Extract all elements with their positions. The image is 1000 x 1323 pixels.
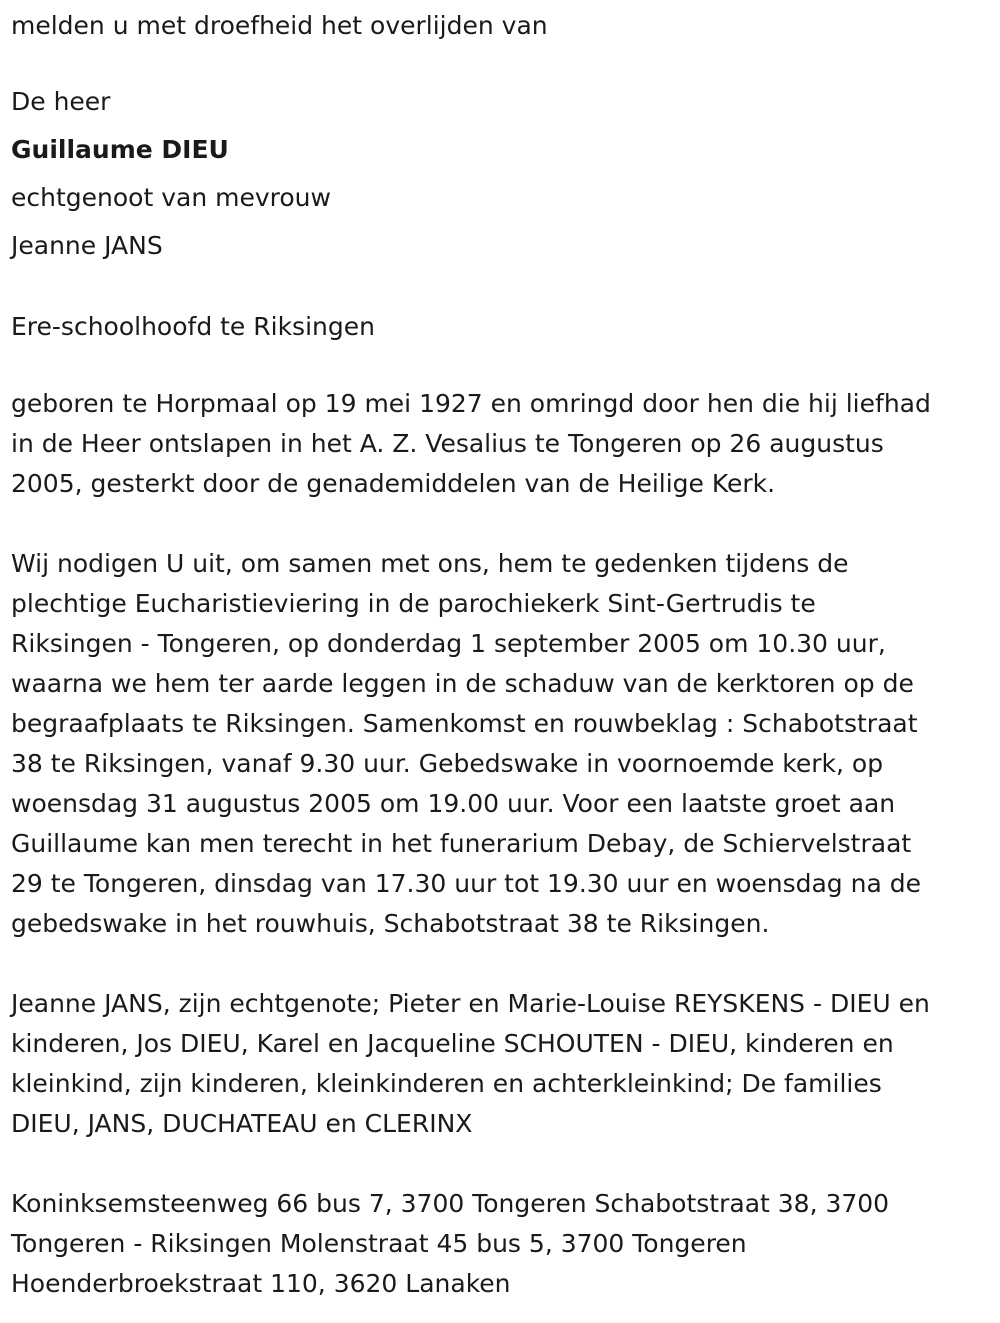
invitation-paragraph — [11, 544, 995, 944]
spacer — [11, 1144, 995, 1184]
intro-text: melden u met droefheid het overlijden van — [11, 11, 548, 40]
deceased-name: Guillaume DIEU — [11, 135, 229, 164]
paragraph-line: 29 te Tongeren, dinsdag van 17.30 uur tot 19.30 uur en woensdag na de — [11, 869, 921, 898]
paragraph-line: Riksingen - Tongeren, op donderdag 1 september 2005 om 10.30 uur, — [11, 629, 886, 658]
paragraph-line: 38 te Riksingen, vanaf 9.30 uur. Gebedswake in voornoemde kerk, op — [11, 749, 884, 778]
spouse-name: Jeanne JANS — [11, 231, 163, 260]
honorary-title: Ere-schoolhoofd te Riksingen — [11, 312, 375, 341]
paragraph-line: Tongeren - Riksingen Molenstraat 45 bus 5, 3700 Tongeren — [11, 1229, 747, 1258]
spacer — [11, 270, 995, 303]
obituary-notice — [11, 0, 995, 1304]
addresses-paragraph — [11, 1184, 995, 1304]
paragraph-line: Wij nodigen U uit, om samen met ons, hem te gedenken tijdens de — [11, 549, 849, 578]
spacer — [11, 944, 995, 984]
spouse-label: echtgenoot van mevrouw — [11, 183, 331, 212]
birth-death-paragraph — [11, 384, 995, 504]
paragraph-line: 2005, gesterkt door de genademiddelen van de Heilige Kerk. — [11, 469, 776, 498]
salutation: De heer — [11, 87, 111, 116]
paragraph-line: DIEU, JANS, DUCHATEAU en CLERINX — [11, 1109, 473, 1138]
paragraph-line: plechtige Eucharistieviering in de parochiekerk Sint-Gertrudis te — [11, 589, 816, 618]
paragraph-line: Hoenderbroekstraat 110, 3620 Lanaken — [11, 1269, 511, 1298]
spacer — [11, 46, 995, 79]
family-paragraph — [11, 984, 995, 1144]
paragraph-line: Guillaume kan men terecht in het funerarium Debay, de Schiervelstraat — [11, 829, 912, 858]
paragraph-line: kinderen, Jos DIEU, Karel en Jacqueline SCHOUTEN - DIEU, kinderen en — [11, 1029, 894, 1058]
paragraph-line: begraafplaats te Riksingen. Samenkomst en rouwbeklag : Schabotstraat — [11, 709, 918, 738]
paragraph-line: kleinkind, zijn kinderen, kleinkinderen en achterkleinkind; De families — [11, 1069, 882, 1098]
paragraph-line: geboren te Horpmaal op 19 mei 1927 en omringd door hen die hij liefhad — [11, 389, 931, 418]
paragraph-line: in de Heer ontslapen in het A. Z. Vesalius te Tongeren op 26 augustus — [11, 429, 884, 458]
paragraph-line: Koninksemsteenweg 66 bus 7, 3700 Tongeren Schabotstraat 38, 3700 — [11, 1189, 890, 1218]
paragraph-line: waarna we hem ter aarde leggen in de schaduw van de kerktoren op de — [11, 669, 914, 698]
paragraph-line: woensdag 31 augustus 2005 om 19.00 uur. Voor een laatste groet aan — [11, 789, 896, 818]
paragraph-line: gebedswake in het rouwhuis, Schabotstraat 38 te Riksingen. — [11, 909, 770, 938]
paragraph-line: Jeanne JANS, zijn echtgenote; Pieter en Marie-Louise REYSKENS - DIEU en — [11, 989, 930, 1018]
spacer — [11, 351, 995, 384]
spacer — [11, 504, 995, 544]
